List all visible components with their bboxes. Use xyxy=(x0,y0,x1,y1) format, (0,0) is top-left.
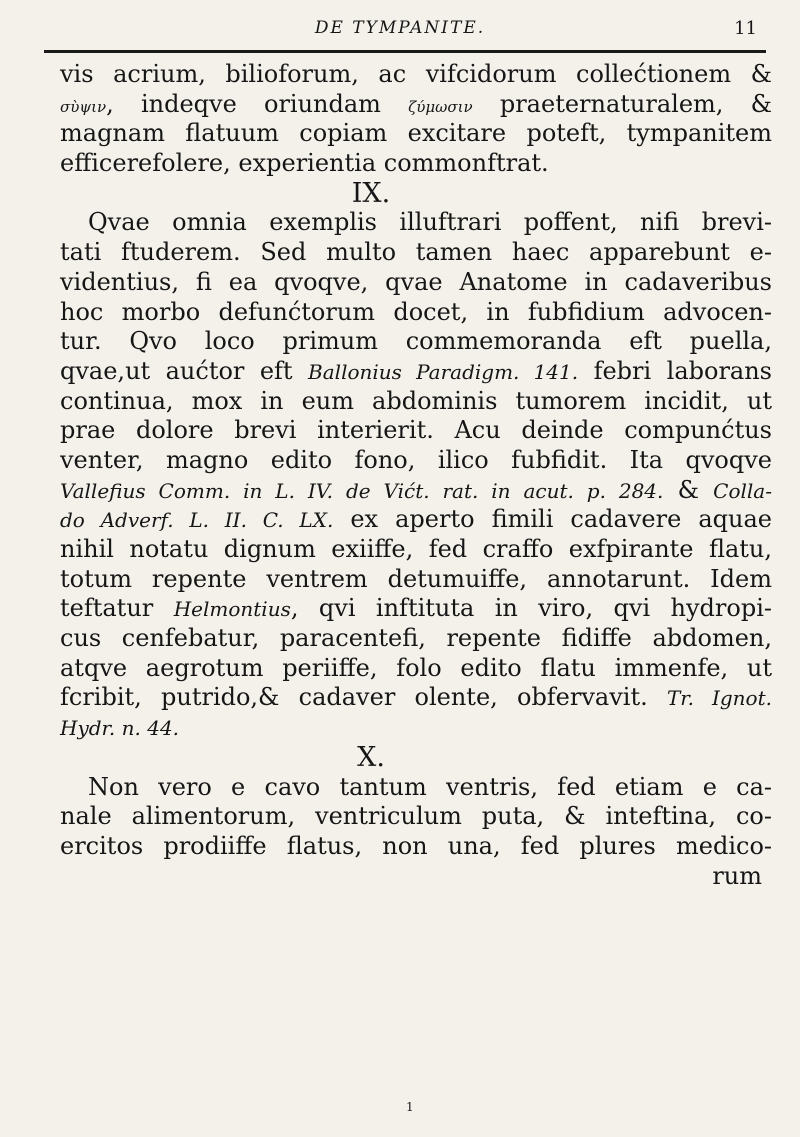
text-line: atqve aegrotum periiffe, folo edito flatu immenfe, ut xyxy=(60,653,772,682)
section-heading-ix: IX. xyxy=(351,177,391,209)
text-line: fcribit, putrido,& cadaver olente, obfervavit. Tr. Ignot. xyxy=(60,683,772,712)
text-line: Qvae omnia exemplis illuftrari poffent, nifi brevi- xyxy=(88,208,772,237)
citation: Vallefius Comm. in L. IV. de Vićt. rat. in acut. p. 284. xyxy=(60,478,664,503)
text-line: teftatur Helmontius, qvi inftituta in viro, qvi hydropi- xyxy=(60,594,772,623)
text-line: nihil notatu dignum exiiffe, fed craffo exfpirante flatu, xyxy=(60,535,772,563)
catchword: rum xyxy=(712,861,762,890)
citation: Ballonius Paradigm. 141. xyxy=(308,359,579,384)
running-head xyxy=(0,14,800,44)
text-line: Vallefius Comm. in L. IV. de Vićt. rat. in acut. p. 284. & Colla- xyxy=(60,475,772,504)
text-line: nale alimentorum, ventriculum puta, & inteftina, co- xyxy=(60,802,772,831)
body-text xyxy=(60,60,772,891)
citation: do Adverf. L. II. C. LX. xyxy=(60,508,334,533)
text-line: tur. Qvo loco primum commemoranda eft puella, xyxy=(60,327,772,356)
text-line xyxy=(60,713,772,743)
citation: Tr. Ignot. xyxy=(666,686,772,711)
text-line: venter, magno edito fono, ilico fubfidit. Ita qvoqve xyxy=(60,445,772,474)
text-line: prae dolore brevi interierit. Acu deinde compunćtus xyxy=(60,416,772,445)
text-line: do Adverf. L. II. C. LX. ex aperto fimili cadavere aquae xyxy=(60,505,772,534)
text-line: σὺψιν, indeqve oriundam ζύμωσιν praeternaturalem, & xyxy=(60,89,772,118)
running-title: DE TYMPANITE. xyxy=(314,18,486,38)
text-line: totum repente ventrem detumuiffe, annotarunt. Idem xyxy=(60,564,772,593)
greek-word: σὺψιν xyxy=(60,97,107,116)
header-rule xyxy=(44,50,766,53)
text-line: videntius, fi ea qvoqve, qvae Anatome in cadaveribus xyxy=(60,267,772,296)
greek-word: ζύμωσιν xyxy=(408,97,473,116)
page-number: 11 xyxy=(734,18,757,39)
text-line: continua, mox in eum abdominis tumorem incidit, ut xyxy=(60,386,772,415)
text-line: tati ftuderem. Sed multo tamen haec apparebunt e- xyxy=(60,238,772,267)
text-line: cus cenfebatur, paracentefi, repente fidiffe abdomen, xyxy=(60,624,772,653)
citation: Hydr. n. 44. xyxy=(60,716,180,741)
text-line: efficerefolere, experientia commonftrat. xyxy=(60,149,549,178)
section-heading-x: X. xyxy=(357,741,385,773)
text-line: ercitos prodiiffe flatus, non una, fed plures medico- xyxy=(60,831,772,860)
text-line: vis acrium, bilioforum, ac vifcidorum collećtionem & xyxy=(60,60,772,88)
text-line: qvae,ut aućtor eft Ballonius Paradigm. 141. febri laborans xyxy=(60,356,772,385)
signature-mark: 1 xyxy=(406,1100,414,1114)
text-line: hoc morbo defunćtorum docet, in fubfidium advocen- xyxy=(60,297,772,326)
text-line: Non vero e cavo tantum ventris, fed etiam e ca- xyxy=(88,772,772,801)
text-line: magnam flatuum copiam excitare poteft, tympanitem xyxy=(60,119,772,148)
citation: Colla- xyxy=(713,478,772,503)
citation: Helmontius xyxy=(173,597,291,622)
